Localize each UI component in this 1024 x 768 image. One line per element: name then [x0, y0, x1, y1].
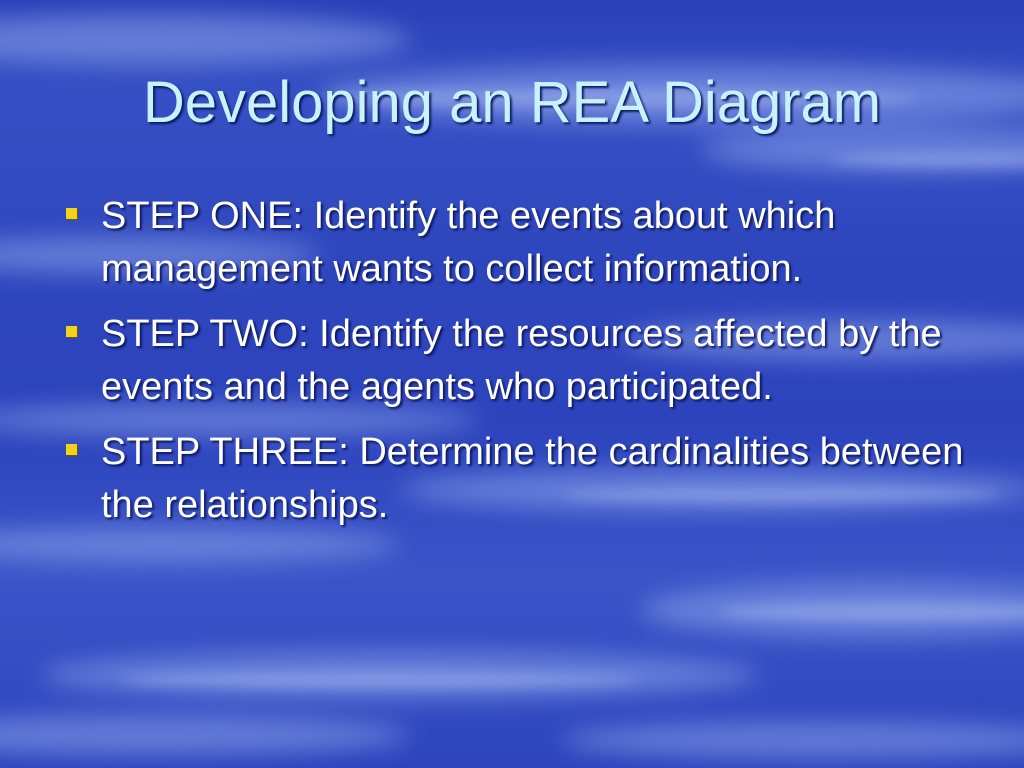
bullet-item-step-three [64, 426, 984, 532]
bullet-text: STEP THREE: Determine the cardinalities between the relationships. [101, 431, 964, 526]
slide-title: Developing an REA Diagram [142, 70, 882, 135]
bullet-item-step-one [64, 190, 984, 296]
bullet-text: STEP TWO: Identify the resources affected by the events and the agents who participated. [101, 313, 942, 408]
bullet-text: STEP ONE: Identify the events about which management wants to collect information. [101, 195, 836, 290]
square-bullet-icon [66, 326, 77, 337]
bullet-item-step-two [64, 308, 984, 414]
bullet-list [64, 190, 984, 544]
square-bullet-icon [66, 208, 77, 219]
square-bullet-icon [66, 444, 77, 455]
